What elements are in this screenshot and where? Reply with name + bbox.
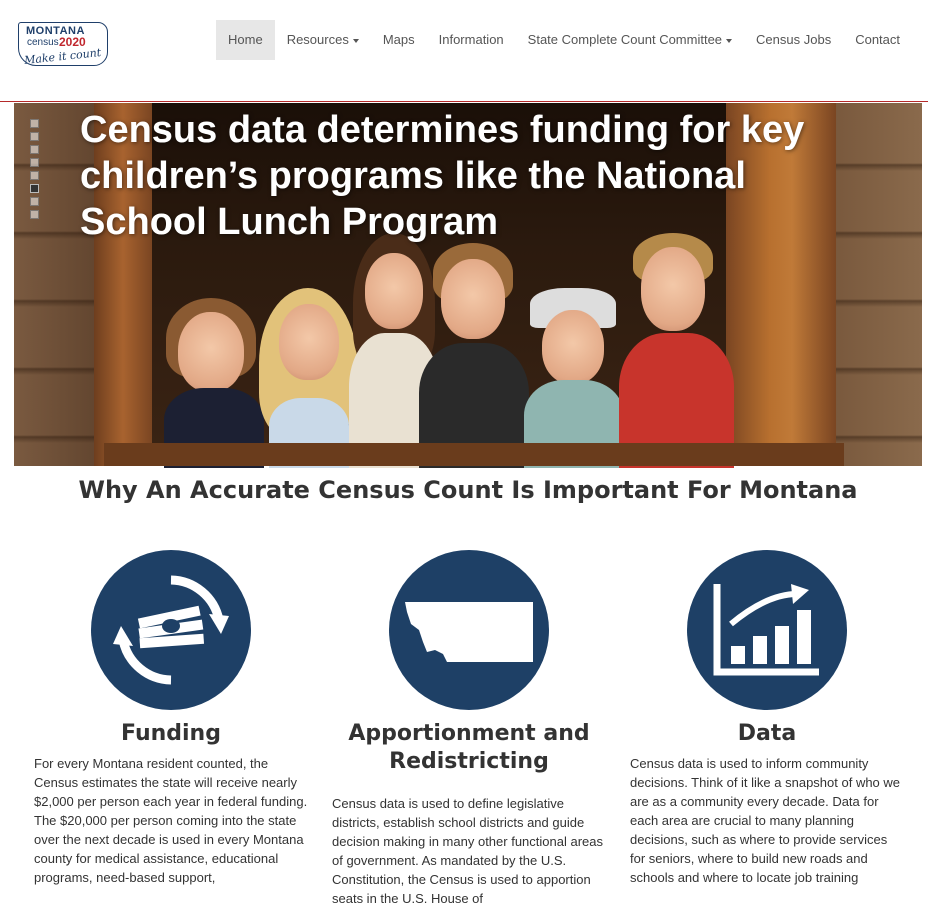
nav-contact-label: Contact [855,32,901,47]
carousel-indicators [30,119,40,223]
logo-tagline: Make it count [23,45,102,68]
nav-maps[interactable] [371,20,427,60]
nav-resources-label: Resources [286,32,349,47]
caret-down-icon [353,39,359,43]
main-navigation [216,20,912,60]
money-cycle-icon [91,550,251,710]
hero-headline: Census data determines funding for key children’s programs like the National School Lunch Program [80,109,805,243]
nav-resources[interactable] [275,20,371,60]
carousel-dot[interactable] [30,171,39,180]
hero-child-figure [419,243,529,468]
hero-child-figure [619,233,734,468]
nav-state-complete-count-committee[interactable] [516,20,744,60]
carousel-dot[interactable] [30,119,39,128]
nav-information-label: Information [438,32,504,47]
nav-home[interactable] [216,20,275,60]
montana-census-logo[interactable] [18,22,114,78]
site-header [0,0,928,102]
hero-child-figure [259,288,359,468]
logo-census-text: census [27,37,59,48]
montana-map-icon [389,550,549,710]
nav-information[interactable] [427,20,516,60]
nav-census-jobs-label: Census Jobs [756,32,832,47]
feature-column-data [626,550,908,887]
carousel-dot[interactable] [30,145,39,154]
nav-contact[interactable] [843,20,912,60]
nav-maps-label: Maps [382,32,415,47]
carousel-dot[interactable] [30,132,39,141]
feature-title: Data [737,721,797,746]
feature-description: For every Montana resident counted, the Census estimates the state will receive nearly $2,000 per person each year in federal funding. The $20,000 per person coming into the state over the next decade is used in every Montana county for medical assistance, educational programs, need-based support, [34,756,308,885]
nav-home-label: Home [228,32,263,47]
hero-image-sill [104,443,844,466]
feature-title: Apportionment and Redistricting [348,721,590,774]
carousel-dot-active[interactable] [30,184,39,193]
hero-carousel[interactable] [14,103,922,466]
section-heading: Why An Accurate Census Count Is Important For Montana [78,476,858,504]
carousel-dot[interactable] [30,158,39,167]
feature-column-funding [30,550,312,887]
logo-montana-text: MONTANA [26,25,85,37]
logo-year-text: 2020 [59,35,86,49]
nav-census-jobs[interactable] [744,20,843,60]
feature-title: Funding [121,721,221,746]
carousel-dot[interactable] [30,210,39,219]
nav-committee-label: State Complete Count Committee [527,32,723,47]
feature-description: Census data is used to define legislative districts, establish school districts and guide decision making in many other functional areas of government. As mandated by the U.S. Constitution, the Census is used to apportion seats in the U.S. House of [332,796,603,906]
bar-chart-icon [687,550,847,710]
feature-description: Census data is used to inform community decisions. Think of it like a snapshot of who we are as a community every decade. Data for each area are crucial to many planning decisions, such as where to provide services for seniors, where to build new roads and schools and where to locate job training [630,756,901,885]
hero-child-figure [524,288,624,468]
carousel-dot[interactable] [30,197,39,206]
feature-column-apportionment [328,550,610,908]
caret-down-icon [726,39,732,43]
